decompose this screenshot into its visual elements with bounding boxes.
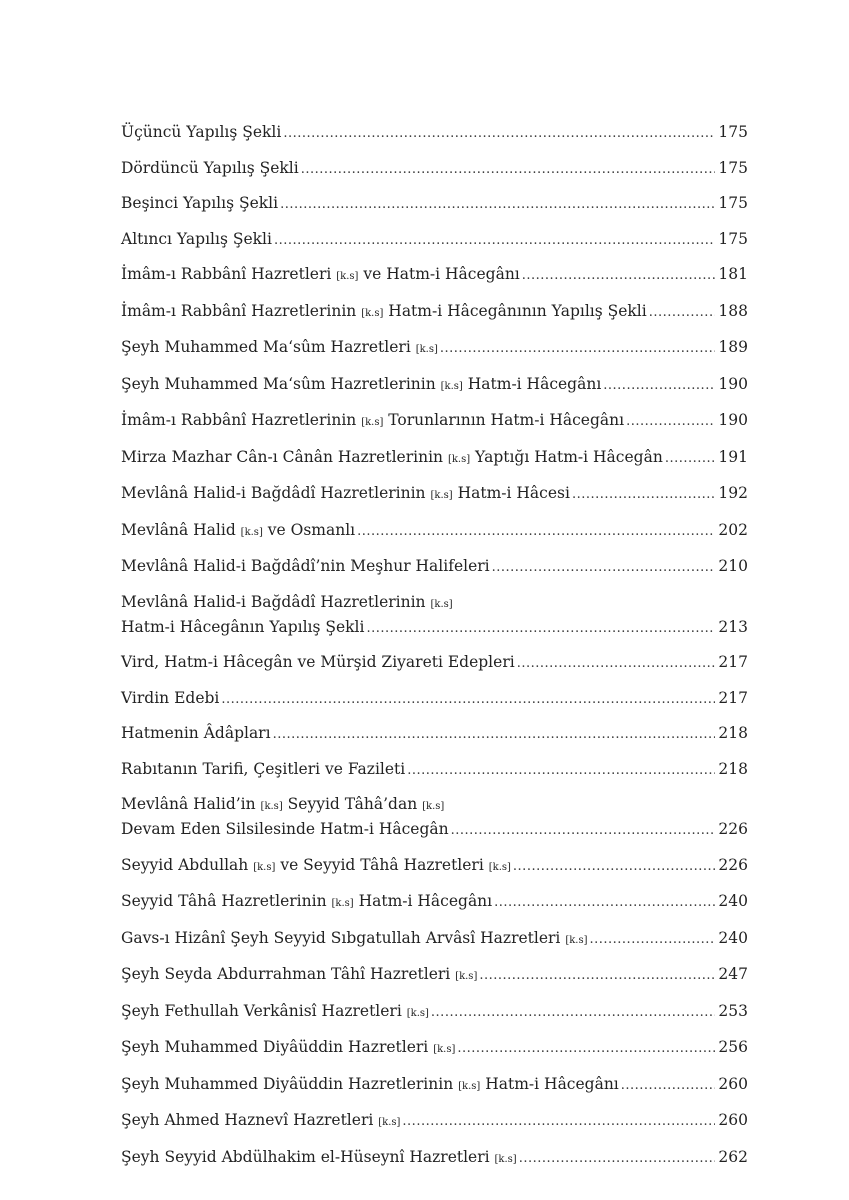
ks-abbreviation: [k.s] bbox=[565, 934, 588, 946]
entry-title bbox=[121, 616, 364, 638]
toc-entry bbox=[121, 1073, 748, 1098]
toc-entry bbox=[121, 854, 748, 879]
entry-title-text: İmâm-ı Rabbânî Hazretleri bbox=[121, 265, 337, 283]
page-number: 191 bbox=[718, 447, 748, 466]
dot-leader bbox=[221, 689, 715, 711]
entry-title-text: Mirza Mazhar Cân-ı Cânân Hazretlerinin bbox=[121, 447, 448, 466]
entry-title-text: Beşinci Yapılış Şekli bbox=[121, 194, 279, 212]
entry-title-text: Mevlânâ Halid-i Bağdâdî Hazretlerinin bbox=[121, 592, 431, 611]
dot-leader bbox=[649, 302, 716, 324]
entry-title bbox=[121, 1073, 619, 1098]
ks-abbreviation: [k.s] bbox=[455, 971, 478, 982]
dot-leader bbox=[492, 557, 716, 579]
ks-abbreviation: [k.s] bbox=[406, 1007, 429, 1019]
toc-entry bbox=[121, 1109, 748, 1134]
dot-leader bbox=[431, 1002, 715, 1024]
ks-abbreviation: [k.s] bbox=[488, 861, 511, 873]
entry-title bbox=[121, 1000, 429, 1025]
entry-title bbox=[121, 409, 624, 434]
toc-entry bbox=[121, 228, 748, 252]
page-number: 190 bbox=[718, 411, 748, 429]
entry-title bbox=[121, 687, 219, 709]
ks-abbreviation: [k.s] bbox=[458, 1080, 481, 1092]
entry-title-text: Seyyid Abdullah bbox=[121, 855, 254, 874]
dot-leader bbox=[590, 929, 716, 951]
ks-abbreviation: [k.s] bbox=[331, 898, 354, 909]
page-number: 192 bbox=[718, 484, 748, 502]
ks-abbreviation: [k.s] bbox=[253, 861, 276, 873]
page-number: 202 bbox=[718, 520, 748, 539]
entry-title-text: Şeyh Seyda Abdurrahman Tâhî Hazretleri bbox=[121, 965, 456, 983]
ks-abbreviation: [k.s] bbox=[430, 598, 453, 610]
page-number: 226 bbox=[718, 855, 748, 874]
toc-entry bbox=[121, 963, 748, 988]
entry-title-text: Rabıtanın Tarifi, Çeşitleri ve Fazileti bbox=[121, 759, 406, 778]
toc-entry bbox=[121, 263, 748, 288]
ks-abbreviation: [k.s] bbox=[361, 417, 384, 428]
page-number: 210 bbox=[718, 557, 748, 575]
entry-title-line2 bbox=[121, 818, 748, 842]
toc-entry bbox=[121, 927, 748, 952]
ks-abbreviation: [k.s] bbox=[336, 271, 359, 282]
dot-leader bbox=[517, 653, 716, 675]
entry-title bbox=[121, 121, 281, 143]
entry-title bbox=[121, 263, 520, 288]
page-number: 217 bbox=[718, 653, 748, 671]
toc-entry bbox=[121, 121, 748, 145]
entry-title-text: Seyyid Tâhâ’dan bbox=[282, 795, 423, 813]
dot-leader bbox=[283, 123, 715, 145]
entry-title-text: Şeyh Ahmed Haznevî Hazretleri bbox=[121, 1111, 379, 1129]
page-number: 260 bbox=[718, 1074, 748, 1093]
page-number: 262 bbox=[718, 1147, 748, 1166]
toc-entry bbox=[121, 157, 748, 181]
table-of-contents bbox=[121, 121, 748, 1182]
entry-title bbox=[121, 555, 490, 577]
toc-entry bbox=[121, 793, 748, 842]
ks-abbreviation: [k.s] bbox=[240, 526, 263, 538]
entry-title bbox=[121, 854, 511, 879]
entry-title-text: Hatm-i Hâcegânının Yapılış Şekli bbox=[383, 301, 647, 320]
toc-entry bbox=[121, 555, 748, 579]
toc-entry bbox=[121, 192, 748, 216]
entry-title bbox=[121, 446, 663, 471]
page-number: 226 bbox=[718, 820, 748, 838]
toc-entry bbox=[121, 758, 748, 782]
entry-title-text: ve Seyyid Tâhâ Hazretleri bbox=[275, 855, 489, 874]
entry-title bbox=[121, 651, 515, 673]
toc-entry bbox=[121, 409, 748, 434]
dot-leader bbox=[522, 265, 716, 287]
entry-title-text: Şeyh Fethullah Verkânisî Hazretleri bbox=[121, 1001, 407, 1020]
entry-title bbox=[121, 963, 477, 988]
dot-leader bbox=[402, 1111, 715, 1133]
ks-abbreviation: [k.s] bbox=[440, 380, 463, 392]
entry-title-text: Şeyh Muhammed Ma‘sûm Hazretleri bbox=[121, 338, 416, 356]
page-number: 256 bbox=[718, 1038, 748, 1056]
page-number: 175 bbox=[718, 229, 748, 248]
dot-leader bbox=[301, 159, 716, 181]
page-number: 218 bbox=[718, 759, 748, 778]
entry-title bbox=[121, 192, 278, 214]
toc-entry bbox=[121, 482, 748, 507]
ks-abbreviation: [k.s] bbox=[447, 453, 471, 465]
ks-abbreviation: [k.s] bbox=[378, 1117, 401, 1128]
entry-title-text: Torunlarının Hatm-i Hâcegânı bbox=[383, 411, 625, 429]
entry-title-line1 bbox=[121, 591, 748, 616]
entry-title bbox=[121, 519, 355, 544]
entry-title-text: İmâm-ı Rabbânî Hazretlerinin bbox=[121, 411, 362, 429]
entry-title bbox=[121, 228, 272, 250]
entry-title bbox=[121, 722, 271, 744]
page-number: 175 bbox=[718, 123, 748, 141]
entry-title bbox=[121, 373, 601, 398]
entry-title bbox=[121, 157, 299, 179]
dot-leader bbox=[665, 448, 716, 470]
page-number: 247 bbox=[718, 965, 748, 983]
entry-title bbox=[121, 482, 570, 507]
page-number: 240 bbox=[718, 928, 748, 947]
page-number: 213 bbox=[718, 617, 748, 636]
entry-title bbox=[121, 758, 405, 780]
entry-title-text: Altıncı Yapılış Şekli bbox=[121, 229, 272, 248]
ks-abbreviation: [k.s] bbox=[430, 490, 453, 501]
dot-leader bbox=[274, 230, 715, 252]
entry-title-text: Şeyh Muhammed Ma‘sûm Hazretlerinin bbox=[121, 374, 441, 393]
toc-entry bbox=[121, 687, 748, 711]
dot-leader bbox=[479, 965, 715, 987]
entry-title-text: ve Hatm-i Hâcegânı bbox=[358, 265, 520, 283]
entry-title-text: Gavs-ı Hizânî Şeyh Seyyid Sıbgatullah Arvâsî Hazretleri bbox=[121, 928, 566, 947]
entry-title bbox=[121, 927, 588, 952]
page-number: 181 bbox=[718, 265, 748, 283]
page-number: 189 bbox=[718, 338, 748, 356]
entry-title-text: Hatm-i Hâcesi bbox=[452, 484, 570, 502]
entry-title bbox=[121, 1109, 400, 1134]
toc-entry bbox=[121, 722, 748, 746]
entry-title-text: İmâm-ı Rabbânî Hazretlerinin bbox=[121, 301, 362, 320]
page-number: 218 bbox=[718, 724, 748, 742]
dot-leader bbox=[357, 521, 715, 543]
entry-title-text: Hatm-i Hâcegânı bbox=[462, 374, 602, 393]
dot-leader bbox=[407, 760, 715, 782]
toc-entry bbox=[121, 1036, 748, 1061]
dot-leader bbox=[451, 820, 716, 842]
entry-title bbox=[121, 890, 492, 915]
dot-leader bbox=[603, 375, 715, 397]
toc-entry bbox=[121, 336, 748, 361]
entry-title-text: Devam Eden Silsilesinde Hatm-i Hâcegân bbox=[121, 820, 449, 838]
entry-title-text: Hatmenin Âdâpları bbox=[121, 724, 271, 742]
ks-abbreviation: [k.s] bbox=[494, 1153, 517, 1165]
entry-title-text: Hatm-i Hâcegânı bbox=[480, 1074, 619, 1093]
entry-title-text: Hatm-i Hâcegânı bbox=[353, 892, 493, 910]
entry-title-text: Üçüncü Yapılış Şekli bbox=[121, 123, 282, 141]
dot-leader bbox=[621, 1075, 716, 1097]
dot-leader bbox=[440, 338, 716, 360]
toc-entry bbox=[121, 890, 748, 915]
dot-leader bbox=[457, 1038, 715, 1060]
entry-title-text: Hatm-i Hâcegânın Yapılış Şekli bbox=[121, 617, 365, 636]
toc-entry bbox=[121, 651, 748, 675]
dot-leader bbox=[572, 484, 715, 506]
dot-leader bbox=[626, 411, 715, 433]
page-number: 253 bbox=[718, 1001, 748, 1020]
ks-abbreviation: [k.s] bbox=[433, 1044, 456, 1055]
entry-title bbox=[121, 300, 647, 325]
entry-title-text: Virdin Edebi bbox=[121, 688, 220, 707]
page-number: 175 bbox=[718, 194, 748, 212]
entry-title bbox=[121, 1036, 455, 1061]
entry-title-line1 bbox=[121, 793, 748, 818]
page-number: 190 bbox=[718, 374, 748, 393]
toc-entry bbox=[121, 446, 748, 471]
page-number: 188 bbox=[718, 301, 748, 320]
ks-abbreviation: [k.s] bbox=[361, 307, 384, 319]
page-number: 175 bbox=[718, 158, 748, 177]
entry-title-text: Vird, Hatm-i Hâcegân ve Mürşid Ziyareti Edepleri bbox=[121, 653, 515, 671]
toc-entry bbox=[121, 1000, 748, 1025]
dot-leader bbox=[519, 1148, 716, 1170]
entry-title bbox=[121, 1146, 517, 1171]
entry-title-text: Dördüncü Yapılış Şekli bbox=[121, 158, 299, 177]
toc-entry bbox=[121, 591, 748, 640]
entry-title-text: Mevlânâ Halid-i Bağdâdî Hazretlerinin bbox=[121, 484, 431, 502]
toc-entry bbox=[121, 519, 748, 544]
dot-leader bbox=[280, 194, 715, 216]
entry-title bbox=[121, 336, 438, 361]
entry-title-text: Mevlânâ Halid-i Bağdâdî’nin Meşhur Halifeleri bbox=[121, 557, 490, 575]
dot-leader bbox=[494, 892, 715, 914]
entry-title-text: Yaptığı Hatm-i Hâcegân bbox=[470, 447, 663, 466]
ks-abbreviation: [k.s] bbox=[415, 344, 438, 355]
toc-entry bbox=[121, 300, 748, 325]
ks-abbreviation: [k.s] bbox=[260, 801, 283, 812]
entry-title-text: Mevlânâ Halid’in bbox=[121, 795, 261, 813]
dot-leader bbox=[513, 856, 715, 878]
page-number: 240 bbox=[718, 892, 748, 910]
entry-title bbox=[121, 818, 449, 840]
entry-title-text: Seyyid Tâhâ Hazretlerinin bbox=[121, 892, 332, 910]
dot-leader bbox=[273, 724, 716, 746]
dot-leader bbox=[366, 618, 715, 640]
ks-abbreviation: [k.s] bbox=[422, 801, 445, 812]
page-number: 217 bbox=[718, 688, 748, 707]
toc-entry bbox=[121, 1146, 748, 1171]
entry-title-text: Şeyh Muhammed Diyâüddin Hazretlerinin bbox=[121, 1074, 459, 1093]
entry-title-text: ve Osmanlı bbox=[262, 520, 356, 539]
page-number: 260 bbox=[718, 1111, 748, 1129]
entry-title-line2 bbox=[121, 616, 748, 640]
entry-title-text: Şeyh Seyyid Abdülhakim el-Hüseynî Hazretleri bbox=[121, 1147, 495, 1166]
entry-title-text: Mevlânâ Halid bbox=[121, 520, 241, 539]
entry-title-text: Şeyh Muhammed Diyâüddin Hazretleri bbox=[121, 1038, 434, 1056]
toc-entry bbox=[121, 373, 748, 398]
